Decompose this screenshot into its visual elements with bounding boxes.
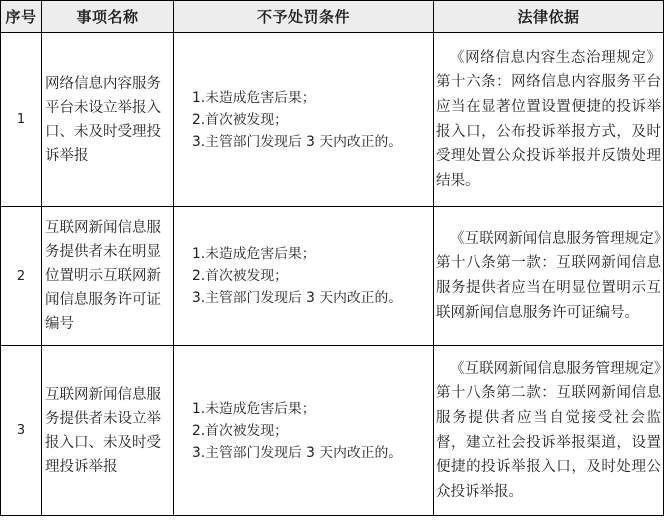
condition-item: 1.未造成危害后果； — [192, 89, 316, 106]
condition-item: 1.未造成危害后果； — [192, 400, 316, 417]
condition-item: 2.首次被发现； — [192, 268, 288, 284]
condition-item: 3.主管部门发现后 3 天内改正的。 — [192, 290, 403, 306]
condition-item: 2.首次被发现； — [192, 422, 288, 439]
header-legal-basis: 法律依据 — [434, 1, 664, 33]
row-item-name: 互联网新闻信息服务提供者未设立举报入口、未及时受理投诉举报 — [42, 346, 174, 516]
table-row — [1, 207, 664, 346]
condition-item: 3.主管部门发现后 3 天内改正的。 — [192, 133, 403, 150]
header-conditions: 不予处罚条件 — [174, 1, 434, 33]
condition-item: 1.未造成危害后果； — [192, 246, 316, 262]
row-seq: 3 — [1, 346, 42, 516]
header-seq: 序号 — [1, 1, 42, 33]
row-legal-basis: 《互联网新闻信息服务管理规定》第十八条第二款：互联网新闻信息服务提供者应当自觉接受社会监督，建立社会投诉举报渠道，设置便捷的投诉举报入口，及时处理公众投诉举报。 — [434, 346, 664, 516]
row-item-name: 互联网新闻信息服务提供者未在明显位置明示互联网新闻信息服务许可证编号 — [42, 207, 174, 346]
row-conditions — [174, 33, 434, 207]
row-conditions — [174, 346, 434, 516]
row-item-name: 网络信息内容服务平台未设立举报入口、未及时受理投诉举报 — [42, 33, 174, 207]
row-seq: 2 — [1, 207, 42, 346]
header-item-name: 事项名称 — [42, 1, 174, 33]
table-row — [1, 346, 664, 516]
row-legal-basis: 《互联网新闻信息服务管理规定》第十八条第一款：互联网新闻信息服务提供者应当在明显位置明示互联网新闻信息服务许可证编号。 — [434, 207, 664, 346]
row-seq: 1 — [1, 33, 42, 207]
row-conditions — [174, 207, 434, 346]
condition-item: 3.主管部门发现后 3 天内改正的。 — [192, 444, 403, 461]
header-row — [1, 1, 664, 33]
table-row — [1, 33, 664, 207]
condition-item: 2.首次被发现； — [192, 111, 288, 128]
row-legal-basis: 《网络信息内容生态治理规定》第十六条：网络信息内容服务平台应当在显著位置设置便捷的投诉举报入口，公布投诉举报方式，及时受理处置公众投诉举报并反馈处理结果。 — [434, 33, 664, 207]
